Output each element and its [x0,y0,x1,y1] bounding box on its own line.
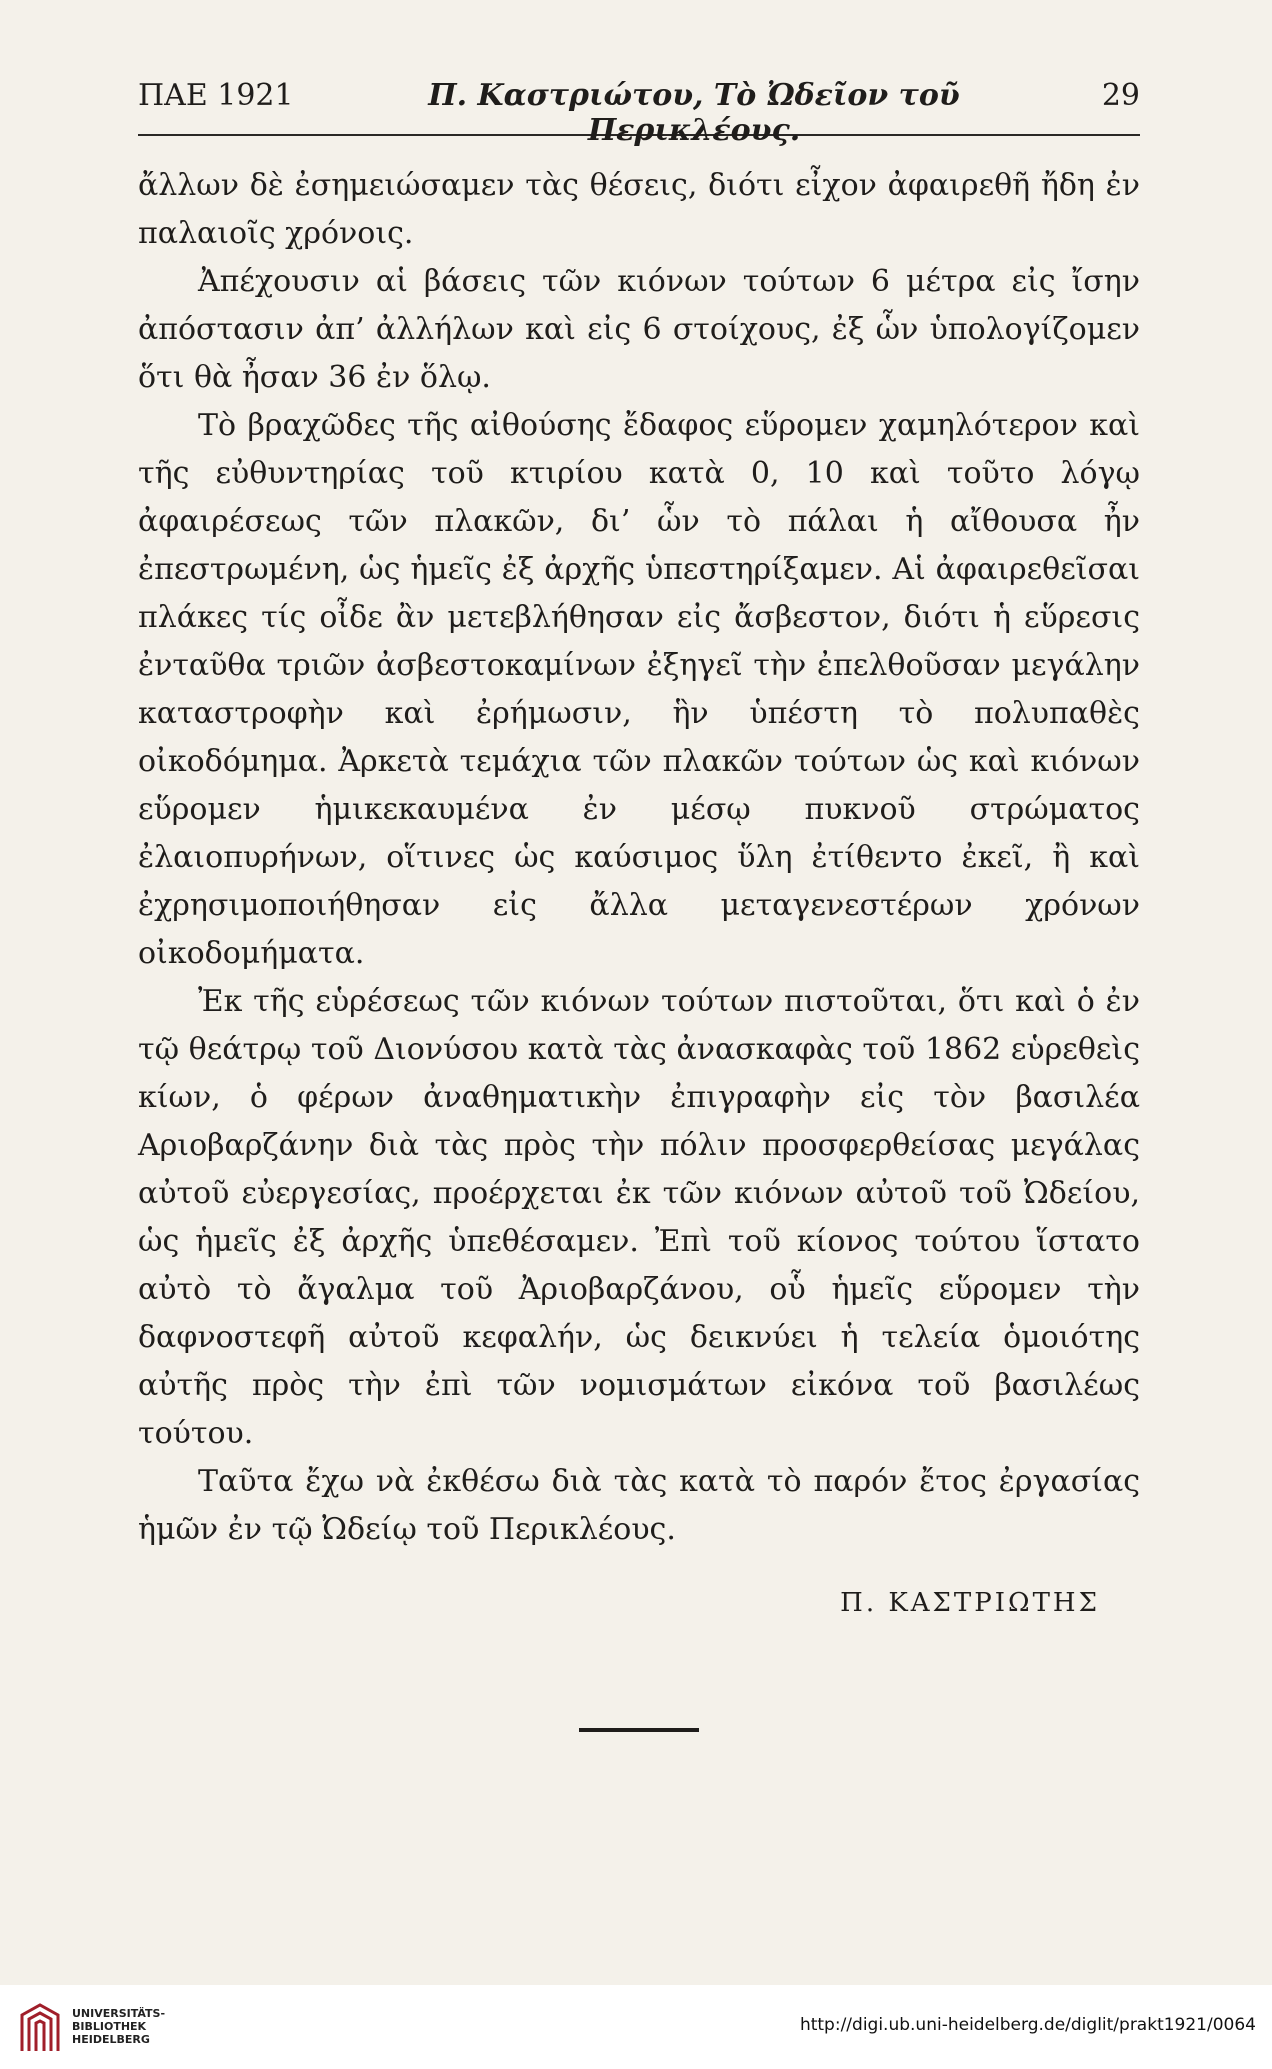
author-signature: Π. ΚΑΣΤΡΙΩΤΗΣ [840,1588,1100,1618]
document-page [138,78,1140,1732]
end-rule [579,1728,699,1732]
library-name [72,2007,165,2046]
paragraph-4: Ἐκ τῆς εὑρέσεως τῶν κιόνων τούτων πιστοῦται, ὅτι καὶ ὁ ἐν τῷ θεάτρῳ τοῦ Διονύσου κατὰ τὰς ἀνασκαφὰς τοῦ 1862 εὑρεθεὶς κίων, ὁ φέρων ἀναθηματικὴν ἐπιγραφὴν εἰς τὸν βασιλέα Αριοβαρζάνην διὰ τὰς πρὸς τὴν πόλιν προσφερθείσας μεγάλας αὐτοῦ εὐεργεσίας, προέρχεται ἐκ τῶν κιόνων αὐτοῦ τοῦ Ὠδείου, ὡς ἡμεῖς ἐξ ἀρχῆς ὑπεθέσαμεν. Ἐπὶ τοῦ κίονος τούτου ἵστατο αὐτὸ τὸ ἄγαλμα τοῦ Ἀριοβαρζάνου, οὗ ἡμεῖς εὕρομεν τὴν δαφνοστεφῆ αὐτοῦ κεφαλήν, ὡς δεικνύει ἡ τελεία ὁμοιότης αὐτῆς πρὸς τὴν ἐπὶ τῶν νομισμάτων εἰκόνα τοῦ βασιλέως τούτου. [138,984,1140,1451]
paragraph-3: Τὸ βραχῶδες τῆς αἰθούσης ἔδαφος εὕρομεν χαμηλότερον καὶ τῆς εὐθυντηρίας τοῦ κτιρίου κατὰ 0, 10 καὶ τοῦτο λόγῳ ἀφαιρέσεως τῶν πλακῶν, δι’ ὧν τὸ πάλαι ἡ αἴθουσα ἦν ἐπεστρωμένη, ὡς ἡμεῖς ἐξ ἀρχῆς ὑπεστηρίξαμεν. Αἱ ἀφαιρεθεῖσαι πλάκες τίς οἶδε ἂν μετεβλήθησαν εἰς ἄσβεστον, διότι ἡ εὕρεσις ἐνταῦθα τριῶν ἀσβεστοκαμίνων ἐξηγεῖ τὴν ἐπελθοῦσαν μεγάλην καταστροφὴν καὶ ἐρήμωσιν, ἣν ὑπέστη τὸ πολυπαθὲς οἰκοδόμημα. Ἀρκετὰ τεμάχια τῶν πλακῶν τούτων ὡς καὶ κιόνων εὕρομεν ἡμικεκαυμένα ἐν μέσῳ πυκνοῦ στρώματος ἐλαιοπυρήνων, οἵτινες ὡς καύσιμος ὕλη ἐτίθεντο ἐκεῖ, ἢ καὶ ἐχρησιμοποιήθησαν εἰς ἄλλα μεταγενεστέρων χρόνων οἰκοδομήματα. [138,408,1140,971]
footer-bar [0,1985,1272,2069]
paragraph-2: Ἀπέχουσιν αἱ βάσεις τῶν κιόνων τούτων 6 μέτρα εἰς ἴσην ἀπόστασιν ἀπ’ ἀλλήλων καὶ εἰς 6 στοίχους, ἐξ ὧν ὑπολογίζομεν ὅτι θὰ ἦσαν 36 ἐν ὅλῳ. [138,264,1140,395]
library-logo-icon [18,2001,64,2053]
paragraph-5: Ταῦτα ἔχω νὰ ἐκθέσω διὰ τὰς κατὰ τὸ παρόν ἔτος ἐργασίας ἡμῶν ἐν τῷ Ὠδείῳ τοῦ Περικλέους. [138,1464,1140,1547]
paragraph-1: ἄλλων δὲ ἐσημειώσαμεν τὰς θέσεις, διότι εἶχον ἀφαιρεθῆ ἤδη ἐν παλαιοῖς χρόνοις. [138,168,1140,251]
running-title: Π. Καστριώτου, Τὸ Ὠδεῖον τοῦ Περικλέους. [428,78,960,148]
library-line-3: HEIDELBERG [72,2033,150,2046]
journal-abbrev: ΠΑΕ 1921 [138,78,294,113]
running-head [138,78,1140,148]
page-number: 29 [1101,78,1140,113]
body-text [138,162,1140,1554]
source-url-link[interactable]: http://digi.ub.uni-heidelberg.de/diglit/prakt1921/0064 [799,2015,1256,2035]
library-line-1: UNIVERSITÄTS- [72,2007,166,2020]
library-line-2: BIBLIOTHEK [72,2020,147,2033]
